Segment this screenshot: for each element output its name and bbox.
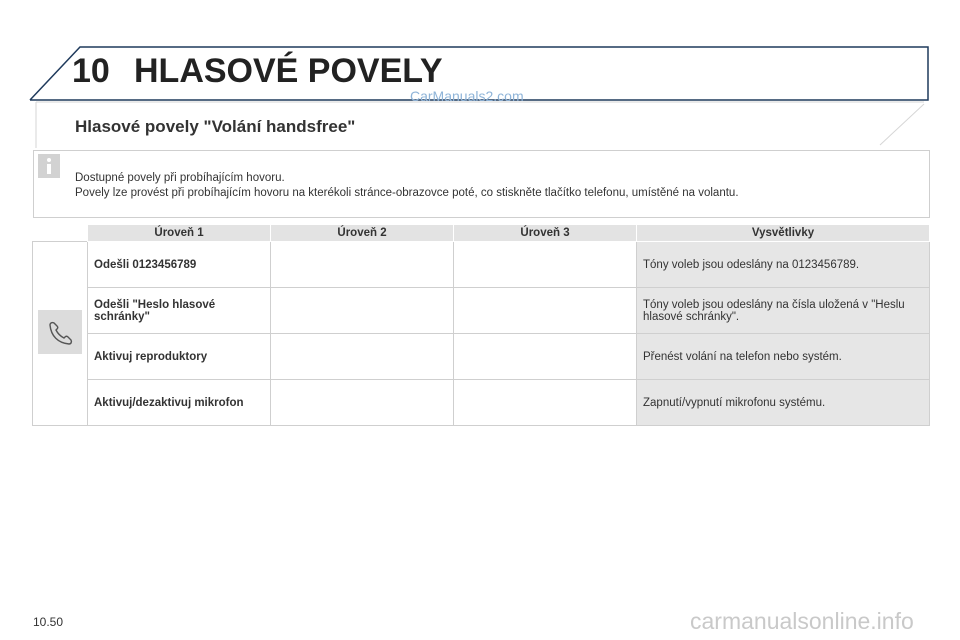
level-1-cell: Aktivuj/dezaktivuj mikrofon: [88, 380, 271, 426]
table-row: [33, 242, 930, 288]
level-2-cell: [271, 242, 454, 288]
header-blank: [33, 225, 88, 242]
chapter-title: HLASOVÉ POVELY: [134, 52, 443, 90]
level-2-cell: [271, 380, 454, 426]
watermark-top: CarManuals2.com: [410, 88, 524, 104]
watermark-bottom: carmanualsonline.info: [690, 608, 914, 634]
section-title: Hlasové povely "Volání handsfree": [75, 117, 356, 136]
info-icon: [38, 154, 60, 178]
phone-icon: [38, 310, 82, 354]
page-number: 10.50: [33, 615, 64, 629]
column-header-level-3: Úroveň 3: [454, 225, 637, 242]
level-3-cell: [454, 288, 637, 334]
info-text-line-1: Dostupné povely při probíhajícím hovoru.: [75, 172, 285, 184]
explanation-cell: Tóny voleb jsou odeslány na čísla uložená v "Heslu hlasové schránky".: [637, 288, 930, 334]
level-1-cell: Odešli 0123456789: [88, 242, 271, 288]
column-header-explanation: Vysvětlivky: [637, 225, 930, 242]
explanation-cell: Tóny voleb jsou odeslány na 0123456789.: [637, 242, 930, 288]
table-row: [33, 288, 930, 334]
phone-icon-cell: [33, 242, 88, 426]
level-3-cell: [454, 380, 637, 426]
voice-commands-table: [32, 224, 929, 426]
table-row: [33, 334, 930, 380]
chapter-number: 10: [72, 52, 110, 90]
level-3-cell: [454, 242, 637, 288]
explanation-cell: Zapnutí/vypnutí mikrofonu systému.: [637, 380, 930, 426]
level-1-cell: Aktivuj reproduktory: [88, 334, 271, 380]
table-header-row: [33, 225, 930, 242]
info-box: [33, 150, 930, 218]
column-header-level-2: Úroveň 2: [271, 225, 454, 242]
level-2-cell: [271, 288, 454, 334]
level-2-cell: [271, 334, 454, 380]
info-text-line-2: Povely lze provést při probíhajícím hovoru na kterékoli stránce-obrazovce poté, co stiskněte tlačítko telefonu, umístěné na volantu.: [75, 187, 739, 199]
level-3-cell: [454, 334, 637, 380]
column-header-level-1: Úroveň 1: [88, 225, 271, 242]
table-row: [33, 380, 930, 426]
level-1-cell: Odešli "Heslo hlasové schránky": [88, 288, 271, 334]
explanation-cell: Přenést volání na telefon nebo systém.: [637, 334, 930, 380]
